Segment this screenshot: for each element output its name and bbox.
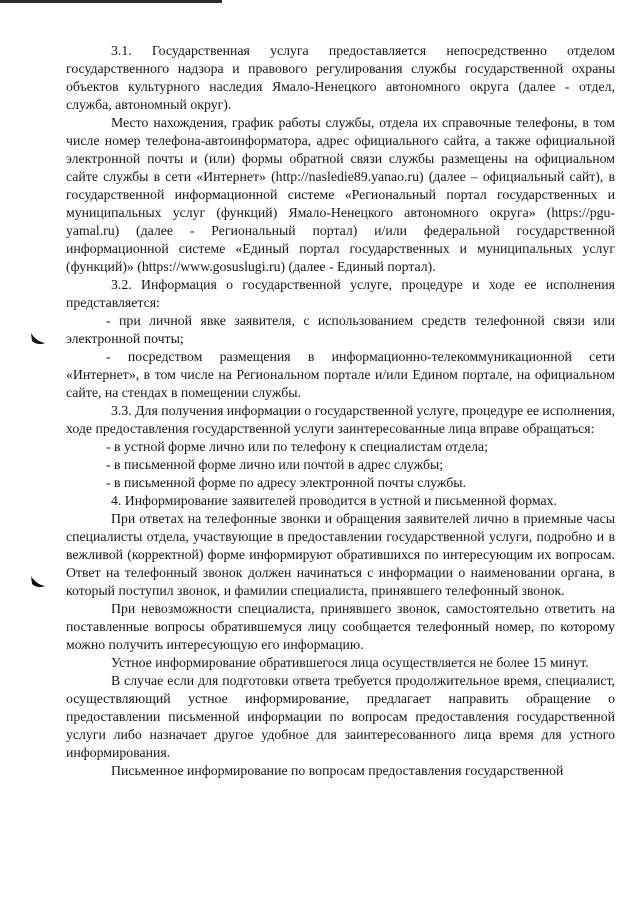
paragraph-unable-to-answer: При невозможности специалиста, принявшего звонок, самостоятельно ответить на поставленные вопросы обратившемуся лицу сообщается телефонный номер, по которому можно получить интересующую его информацию. bbox=[66, 601, 615, 652]
paragraph-3-1: 3.1. Государственная услуга предоставляется непосредственно отделом государственного надзора и правового регулирования службы государственной охраны объектов культурного наследия Ямало-Ненецкого автономного округа (далее - отдел, служба, автономный округ). bbox=[66, 43, 615, 112]
paragraph-long-preparation: В случае если для подготовки ответа требуется продолжительное время, специалист, осуществляющий устное информирование, предлагает направить обращение о предоставлении письменной информации по вопросам предоставления государственной услуги либо назначает другое удобное для заинтересованного лица время для устного информирования. bbox=[66, 673, 615, 760]
paragraph-phone-answers: При ответах на телефонные звонки и обращения заявителей лично в приемные часы специалисты отдела, участвующие в предоставлении государственной услуги, подробно и в вежливой (корректной) форме информируют обратившихся по интересующим их вопросам. Ответ на телефонный звонок должен начинаться с информации о наименовании органа, в который поступил звонок, и фамилии специалиста, принявшего телефонный звонок. bbox=[66, 511, 615, 598]
document-page bbox=[66, 42, 615, 780]
list-item-written-form-mail: - в письменной форме лично или почтой в адрес службы; bbox=[106, 457, 444, 472]
paragraph-oral-duration: Устное информирование обратившегося лица осуществляется не более 15 минут. bbox=[111, 655, 589, 670]
paragraph-written-info: Письменное информирование по вопросам предоставления государственной bbox=[111, 763, 564, 778]
paragraph-3-3: 3.3. Для получения информации о государственной услуге, процедуре ее исполнения, ходе предоставления государственной услуги заинтересованные лица вправе обращаться: bbox=[66, 403, 615, 436]
paragraph-location-info: Место нахождения, график работы службы, отдела их справочные телефоны, в том числе номер телефона-автоинформатора, адрес официального сайта, а также официальной электронной почты и (или) формы обратной связи службы размещены на официальном сайте службы в сети «Интернет» (http://nasledie89.yanao.ru) (далее – официальный сайт), в государственной информационной системе «Региональный портал государственных и муниципальных услуг (функций) Ямало-Ненецкого автономного округа» (https://pgu-yamal.ru) (далее - Региональный портал) и/или федеральной государственной информационной системе «Единый портал государственных и муниципальных услуг (функций)» (https://www.gosuslugi.ru) (далее - Единый портал). bbox=[66, 115, 615, 274]
punch-hole-mark-upper bbox=[30, 332, 46, 346]
list-item-oral-form: - в устной форме лично или по телефону к специалистам отдела; bbox=[106, 439, 488, 454]
list-item-personal-visit: - при личной явке заявителя, с использованием средств телефонной связи или электронной почты; bbox=[66, 313, 615, 346]
list-item-internet-posting: - посредством размещения в информационно-телекоммуникационной сети «Интернет», в том числе на Региональном портале и/или Едином портале, на официальном сайте, на стендах в помещении службы. bbox=[66, 349, 615, 400]
list-item-written-form-email: - в письменной форме по адресу электронной почты службы. bbox=[106, 475, 467, 490]
paragraph-3-2: 3.2. Информация о государственной услуге, процедуре и ходе ее исполнения представляется: bbox=[66, 277, 615, 310]
top-edge-rule bbox=[0, 0, 222, 3]
punch-hole-mark-lower bbox=[30, 575, 46, 589]
paragraph-4: 4. Информирование заявителей проводится в устной и письменной формах. bbox=[111, 493, 557, 508]
